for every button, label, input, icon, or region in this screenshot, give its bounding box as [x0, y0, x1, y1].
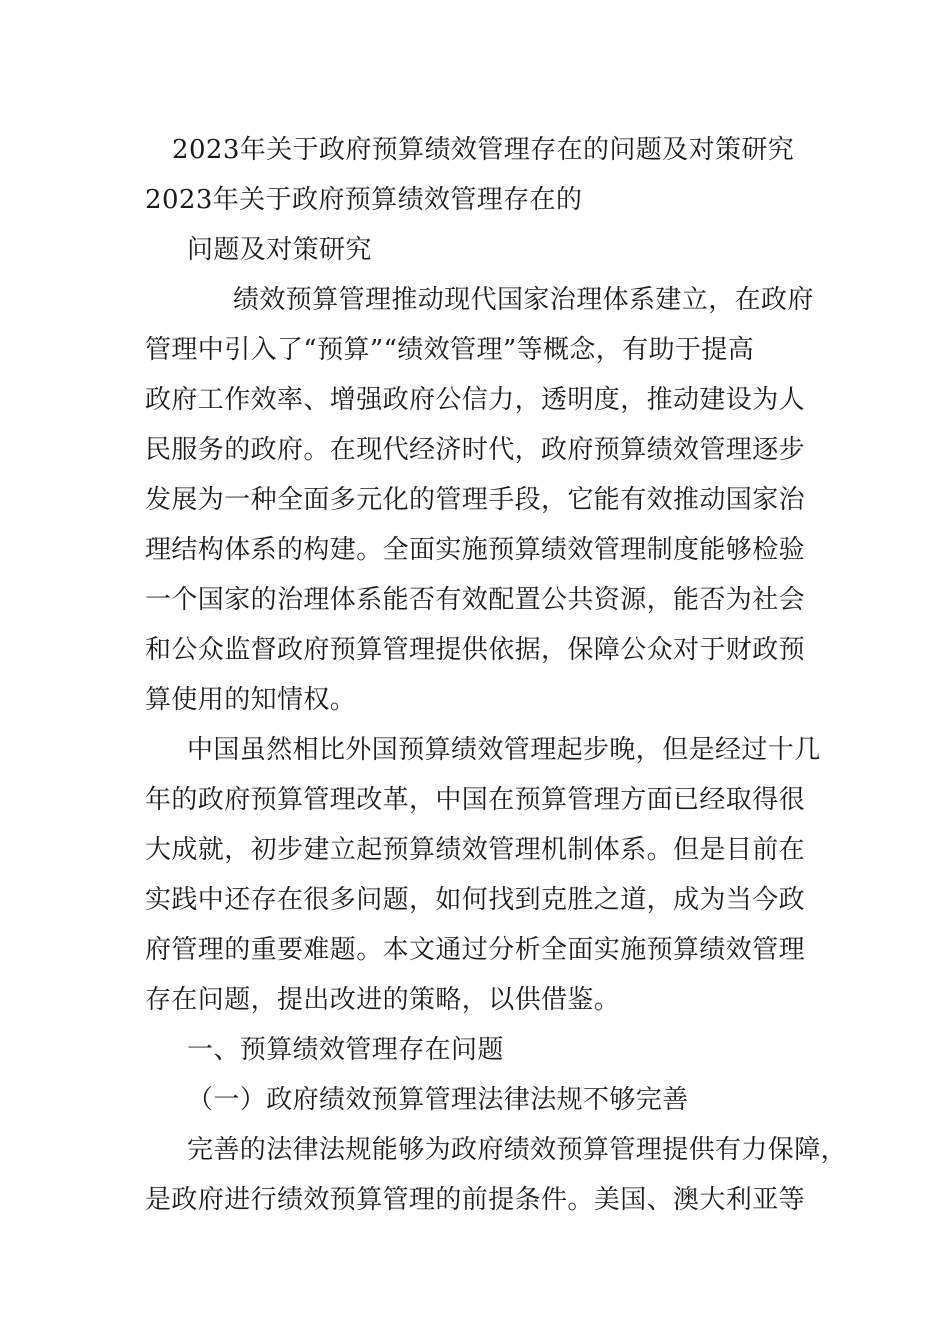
title-line-1: 2023年关于政府预算绩效管理存在的问题及对策研究 [172, 135, 795, 165]
section-subheading: （一）政府绩效预算管理法律法规不够完善 [187, 1085, 689, 1115]
title-line-3: 问题及对策研究 [187, 235, 372, 265]
paragraph-2-line: 存在问题，提出改进的策略，以供借鉴。 [145, 985, 621, 1015]
paragraph-1-line: 政府工作效率、增强政府公信力，透明度，推动建设为人 [145, 385, 806, 415]
paragraph-2-line: 实践中还存在很多问题，如何找到克胜之道，成为当今政 [145, 885, 806, 915]
paragraph-1-line: 管理中引入了“预算”“绩效管理”等概念，有助于提高 [145, 335, 755, 365]
paragraph-2-line: 中国虽然相比外国预算绩效管理起步晚，但是经过十几 [187, 735, 821, 765]
paragraph-1-line: 绩效预算管理推动现代国家治理体系建立，在政府 [233, 285, 814, 315]
paragraph-3-line: 完善的法律法规能够为政府绩效预算管理提供有力保障， [187, 1135, 848, 1165]
paragraph-2-line: 年的政府预算管理改革，中国在预算管理方面已经取得很 [145, 785, 806, 815]
paragraph-1-line: 一个国家的治理体系能否有效配置公共资源，能否为社会 [145, 585, 806, 615]
paragraph-1-line: 民服务的政府。在现代经济时代，政府预算绩效管理逐步 [145, 435, 806, 465]
paragraph-2-line: 府管理的重要难题。本文通过分析全面实施预算绩效管理 [145, 935, 806, 965]
paragraph-1-line: 算使用的知情权。 [145, 685, 357, 715]
paragraph-2-line: 大成就，初步建立起预算绩效管理机制体系。但是目前在 [145, 835, 806, 865]
title-line-2: 2023年关于政府预算绩效管理存在的 [145, 185, 583, 215]
paragraph-3-line: 是政府进行绩效预算管理的前提条件。美国、澳大利亚等 [145, 1185, 806, 1215]
paragraph-1-line: 发展为一种全面多元化的管理手段，它能有效推动国家治 [145, 485, 806, 515]
paragraph-1-line: 理结构体系的构建。全面实施预算绩效管理制度能够检验 [145, 535, 806, 565]
section-heading: 一、预算绩效管理存在问题 [187, 1035, 504, 1065]
paragraph-1-line: 和公众监督政府预算管理提供依据，保障公众对于财政预 [145, 635, 806, 665]
